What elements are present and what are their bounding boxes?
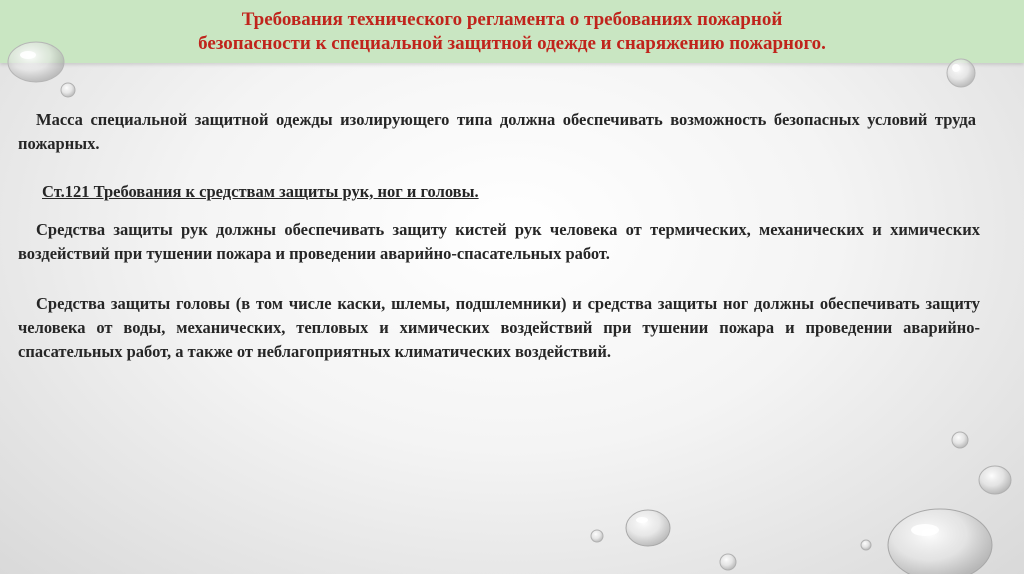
title-banner xyxy=(0,0,1024,63)
droplet-mid-right xyxy=(952,432,968,448)
paragraph-head-foot-protection-text: Средства защиты головы (в том числе каски, шлемы, подшлемники) и средства защиты ног должны обеспечивать защиту человека от воды, механических, тепловых и химических воздействий при тушении пожара и проведении аварийно-спасательных работ, а также от неблагоприятных климатических воздействий. xyxy=(18,294,980,361)
droplet-top-right xyxy=(947,59,975,87)
droplet-bottom-small-3 xyxy=(861,540,871,550)
paragraph-head-foot-protection xyxy=(18,292,980,364)
droplet-small-left xyxy=(61,83,75,97)
article-heading: Ст.121 Требования к средствам защиты рук, ног и головы. xyxy=(42,182,479,201)
droplet-bottom-small-1 xyxy=(591,530,603,542)
paragraph-hand-protection-text: Средства защиты рук должны обеспечивать защиту кистей рук человека от термических, механических и химических воздействий при тушении пожара и проведении аварийно-спасательных работ. xyxy=(18,220,980,263)
paragraph-mass-requirement: Масса специальной защитной одежды изолирующего типа должна обеспечивать возможность безопасных условий труда пожарных. xyxy=(18,110,976,153)
droplet-right-medium xyxy=(979,466,1011,494)
slide-title-line-2: безопасности к специальной защитной одежде и снаряжению пожарного. xyxy=(198,32,826,54)
droplet-bottom-small-2 xyxy=(720,554,736,570)
droplet-bottom-mid xyxy=(626,510,670,546)
slide-title-line-1: Требования технического регламента о требованиях пожарной xyxy=(241,8,783,30)
droplet-bottom-right-large xyxy=(888,509,992,574)
paragraph-hand-protection xyxy=(18,218,980,266)
